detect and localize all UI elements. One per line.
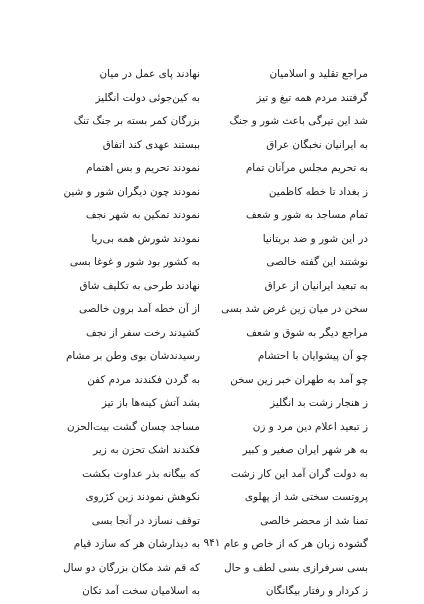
hemistich-second: فکندند اشک تحزن به زیر xyxy=(93,444,200,456)
hemistich-first: تمام مساجد به شور و شعف xyxy=(246,209,368,221)
couplet-line xyxy=(60,345,368,369)
couplet-line xyxy=(60,157,368,181)
couplet-line xyxy=(60,181,368,205)
couplet-line xyxy=(60,275,368,299)
couplet-line xyxy=(60,87,368,111)
couplet-line xyxy=(60,228,368,252)
couplet-line xyxy=(60,322,368,346)
couplet-line xyxy=(60,416,368,440)
couplet-line xyxy=(60,486,368,510)
hemistich-first: به تبعید ایرانیان از عراق xyxy=(264,279,368,292)
hemistich-second: نمودند شورش همه بی‌ریا xyxy=(91,232,200,245)
hemistich-second: بزرگان کمر بسته بر جنگ تنگ xyxy=(73,115,200,127)
hemistich-second: از آن خطه آمد برون خالصی xyxy=(78,303,200,315)
hemistich-first: گشوده زبان هر که از خاص و عام xyxy=(223,538,368,550)
couplet-line xyxy=(60,392,368,416)
hemistich-first: به دولت گران آمد این کار زشت xyxy=(230,467,368,480)
hemistich-first: مراجع تقلید و اسلامیان xyxy=(269,68,368,80)
hemistich-first: پروتست سختی شد از پهلوی xyxy=(244,491,368,503)
couplet-line xyxy=(60,369,368,393)
hemistich-first: چو آمد به طهران خبر زین سخن xyxy=(230,373,368,386)
hemistich-first: ز بغداد تا خطه کاظمین xyxy=(268,185,368,198)
poem-body xyxy=(60,63,368,604)
hemistich-second: که بیگانه بذر عداوت بکشت xyxy=(82,467,200,480)
hemistich-second: ببستند عهدی کند اتفاق xyxy=(102,138,200,151)
hemistich-second: نمودند تحریم و بس اهتمام xyxy=(86,162,200,174)
couplet-line xyxy=(60,110,368,134)
couplet-line xyxy=(60,463,368,487)
couplet-line xyxy=(60,134,368,158)
couplet-line xyxy=(60,63,368,87)
couplet-line xyxy=(60,204,368,228)
couplet-line xyxy=(60,251,368,275)
hemistich-second: توقف نسازد در آنجا بسی xyxy=(91,514,200,527)
hemistich-first: بسی سرفرازی بسی لطف و حال xyxy=(224,561,368,574)
hemistich-first: به هر شهر ایران صغیر و کبیر xyxy=(242,444,368,456)
hemistich-first: تمنا شد از محضر خالصی xyxy=(260,514,368,527)
hemistich-second: مساجد چسان گشت بیت‌الحزن xyxy=(66,420,200,433)
couplet-line xyxy=(60,298,368,322)
hemistich-second: به کشور بود شور و غوغا بسی xyxy=(69,256,200,268)
hemistich-first: ز هنجار زشت بد انگلیز xyxy=(270,397,368,409)
hemistich-first: در این شور و ضد بریتانیا xyxy=(262,232,368,245)
page-number: ۹۴۱ xyxy=(203,537,221,549)
hemistich-second: نکوهش نمودند زین کژروی xyxy=(85,491,200,503)
hemistich-second: نمودند تمکین به شهر نجف xyxy=(85,209,200,221)
couplet-line xyxy=(60,439,368,463)
hemistich-first: گرفتند مردم همه تیغ و تیز xyxy=(256,91,368,104)
hemistich-first: به ایرانیان نخبگان عراق xyxy=(266,138,368,151)
hemistich-first: نوشتند این گفته خالصی xyxy=(266,256,368,268)
hemistich-first: مراجع دیگر به شوق و شعف xyxy=(246,326,368,339)
hemistich-second: رسیدندشان بوی وطن بر مشام xyxy=(65,350,200,362)
hemistich-first: سخن در میان زین غرض شد بسی xyxy=(221,303,368,315)
hemistich-second: به گردن فکندند مردم کفن xyxy=(87,373,200,386)
hemistich-second: کشیدند رخت سفر از نجف xyxy=(86,326,200,339)
couplet-line xyxy=(60,510,368,534)
hemistich-second: نهادند طرحی به تکلیف شاق xyxy=(79,279,200,292)
hemistich-first: ز تبعید اعلام دین مرد و زن xyxy=(252,420,368,433)
hemistich-first: به تحریم مجلس مرآنان تمام xyxy=(245,162,368,174)
hemistich-second: نمودند چون دیگران شور و شین xyxy=(63,185,200,198)
hemistich-first: چو آن پیشوایان با احتشام xyxy=(257,350,368,362)
hemistich-second: که قم شد مکان بزرگان دو سال xyxy=(63,561,200,574)
hemistich-first: شد این تیرگی باعث شور و جنگ xyxy=(229,115,368,127)
hemistich-second: به اسلامیان سخت آمد تکان xyxy=(82,585,200,597)
hemistich-second: نهادند پای عمل در میان xyxy=(99,68,200,80)
hemistich-second: بشد آتش کینه‌ها باز تیز xyxy=(101,397,200,409)
hemistich-second: به دیدارشان هر که سازد قیام xyxy=(73,538,200,550)
hemistich-first: ز کردار و رفتار بیگانگان xyxy=(265,585,368,597)
couplet-line xyxy=(60,580,368,604)
couplet-line xyxy=(60,557,368,581)
hemistich-second: به کین‌جوئی دولت انگلیز xyxy=(95,91,200,104)
